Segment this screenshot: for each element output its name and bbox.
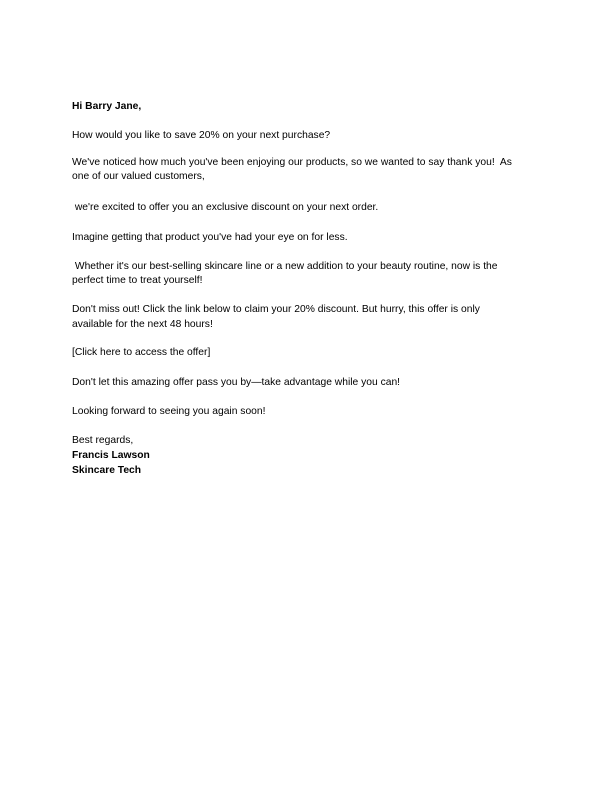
paragraph-offer-question: How would you like to save 20% on your next purchase?: [72, 130, 331, 141]
paragraph-thank-you-line-2: one of our valued customers,: [72, 171, 205, 182]
paragraph-skincare-line-2: perfect time to treat yourself!: [72, 275, 203, 286]
paragraph-take-advantage: Don't let this amazing offer pass you by—take advantage while you can!: [72, 377, 401, 388]
sender-company: Skincare Tech: [72, 465, 142, 476]
paragraph-thank-you-line-1: We've noticed how much you've been enjoying our products, so we wanted to say thank you! As: [72, 157, 512, 168]
offer-link[interactable]: [Click here to access the offer]: [72, 347, 211, 358]
paragraph-dont-miss-line-1: Don't miss out! Click the link below to claim your 20% discount. But hurry, this offer is only: [72, 304, 480, 315]
greeting: Hi Barry Jane,: [72, 101, 142, 112]
paragraph-dont-miss-line-2: available for the next 48 hours!: [72, 319, 213, 330]
paragraph-looking-forward: Looking forward to seeing you again soon!: [72, 406, 266, 417]
sender-name: Francis Lawson: [72, 450, 150, 461]
paragraph-imagine: Imagine getting that product you've had your eye on for less.: [72, 232, 348, 243]
closing: Best regards,: [72, 435, 134, 446]
paragraph-exclusive-discount: we're excited to offer you an exclusive discount on your next order.: [72, 202, 379, 213]
paragraph-skincare-line-1: Whether it's our best-selling skincare line or a new addition to your beauty routine, now is the: [72, 261, 498, 272]
